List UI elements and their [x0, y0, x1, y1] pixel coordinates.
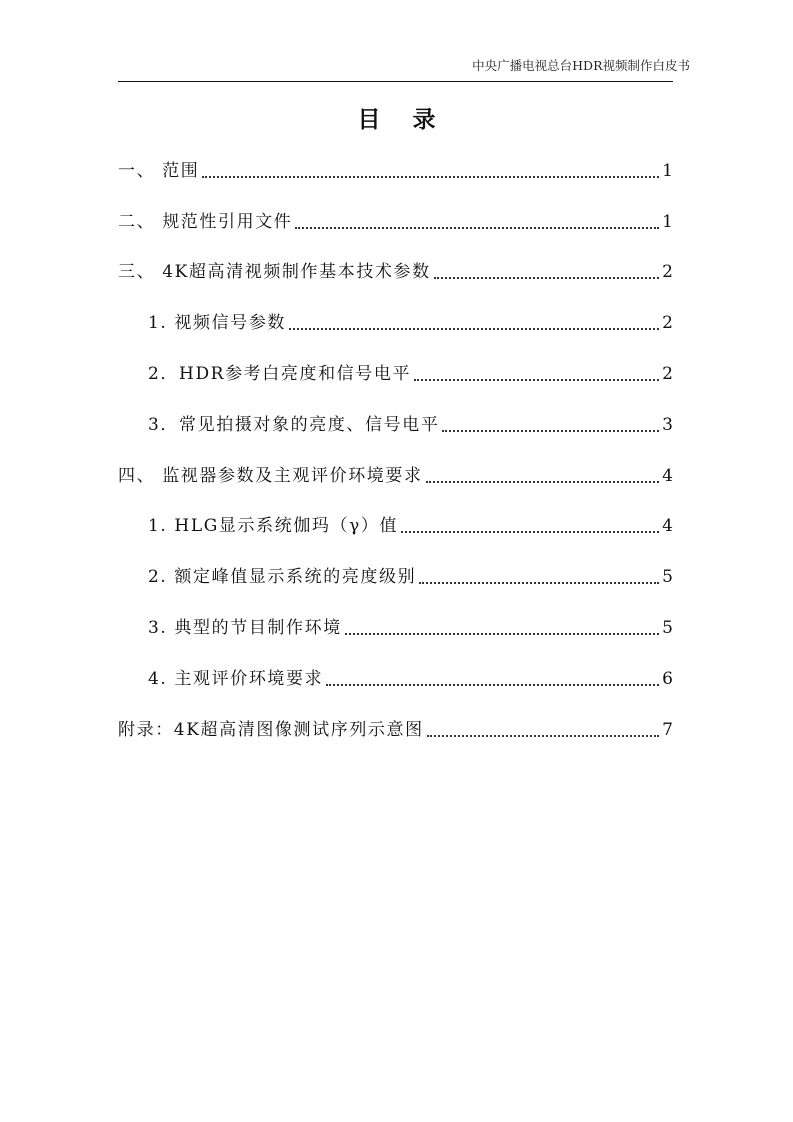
toc-entry-page: 1 — [662, 211, 673, 232]
toc-entry-production-environment[interactable] — [118, 597, 673, 648]
toc-entry-page: 2 — [662, 313, 673, 334]
toc-entry-appendix[interactable] — [118, 699, 673, 750]
toc-entry-title: 2. 额定峰值显示系统的亮度级别 — [148, 567, 417, 588]
toc-entry-page: 1 — [662, 160, 673, 181]
dot-leader — [414, 379, 659, 381]
dot-leader — [326, 684, 659, 686]
toc-entry-title: 4. 主观评价环境要求 — [148, 668, 324, 689]
toc-entry-video-signal-parameters[interactable] — [118, 292, 673, 343]
dot-leader — [427, 735, 659, 737]
dot-leader — [345, 633, 659, 635]
toc-entry-title: 3．常见拍摄对象的亮度、信号电平 — [148, 414, 440, 435]
toc-entry-scope[interactable] — [118, 140, 673, 191]
toc-entry-common-subject-luminance[interactable] — [118, 394, 673, 445]
header-rule — [118, 81, 673, 82]
toc-entry-page: 7 — [662, 719, 673, 740]
dot-leader — [295, 227, 659, 229]
toc-entry-peak-luminance-levels[interactable] — [118, 546, 673, 597]
dot-leader — [442, 430, 659, 432]
running-header: 中央广播电视总台HDR视频制作白皮书 — [472, 58, 690, 73]
toc-entry-hdr-reference-white[interactable] — [118, 343, 673, 394]
toc-entry-page: 2 — [662, 262, 673, 283]
toc-entry-hlg-gamma[interactable] — [118, 496, 673, 547]
toc-entry-page: 5 — [662, 617, 673, 638]
toc-entry-title: 1. 视频信号参数 — [148, 313, 287, 334]
toc-entry-page: 5 — [662, 567, 673, 588]
dot-leader — [426, 481, 660, 483]
toc-entry-page: 6 — [662, 668, 673, 689]
toc-entry-title: 二、 规范性引用文件 — [118, 211, 293, 232]
toc-entry-title: 2．HDR参考白亮度和信号电平 — [148, 363, 412, 384]
toc-entry-title: 3. 典型的节目制作环境 — [148, 617, 342, 638]
toc-entry-subjective-evaluation[interactable] — [118, 648, 673, 699]
toc-entry-monitor-parameters[interactable] — [118, 445, 673, 496]
dot-leader — [419, 582, 659, 584]
toc-entry-page: 2 — [662, 363, 673, 384]
toc-entry-title: 1. HLG显示系统伽玛（γ）值 — [148, 516, 399, 537]
toc-title: 目录 — [357, 107, 468, 133]
toc-entry-4k-parameters[interactable] — [118, 242, 673, 293]
toc-entry-title: 附录：4K超高清图像测试序列示意图 — [118, 719, 424, 740]
dot-leader — [202, 176, 659, 178]
toc-entry-title: 四、 监视器参数及主观评价环境要求 — [118, 465, 423, 486]
toc-entry-title: 一、 范围 — [118, 160, 200, 181]
dot-leader — [401, 531, 659, 533]
toc-entry-page: 3 — [662, 414, 673, 435]
dot-leader — [434, 277, 659, 279]
toc-entry-normative-references[interactable] — [118, 191, 673, 242]
table-of-contents — [118, 140, 673, 750]
toc-entry-title: 三、 4K超高清视频制作基本技术参数 — [118, 262, 431, 283]
toc-entry-page: 4 — [662, 516, 673, 537]
toc-entry-page: 4 — [662, 465, 673, 486]
dot-leader — [289, 328, 659, 330]
